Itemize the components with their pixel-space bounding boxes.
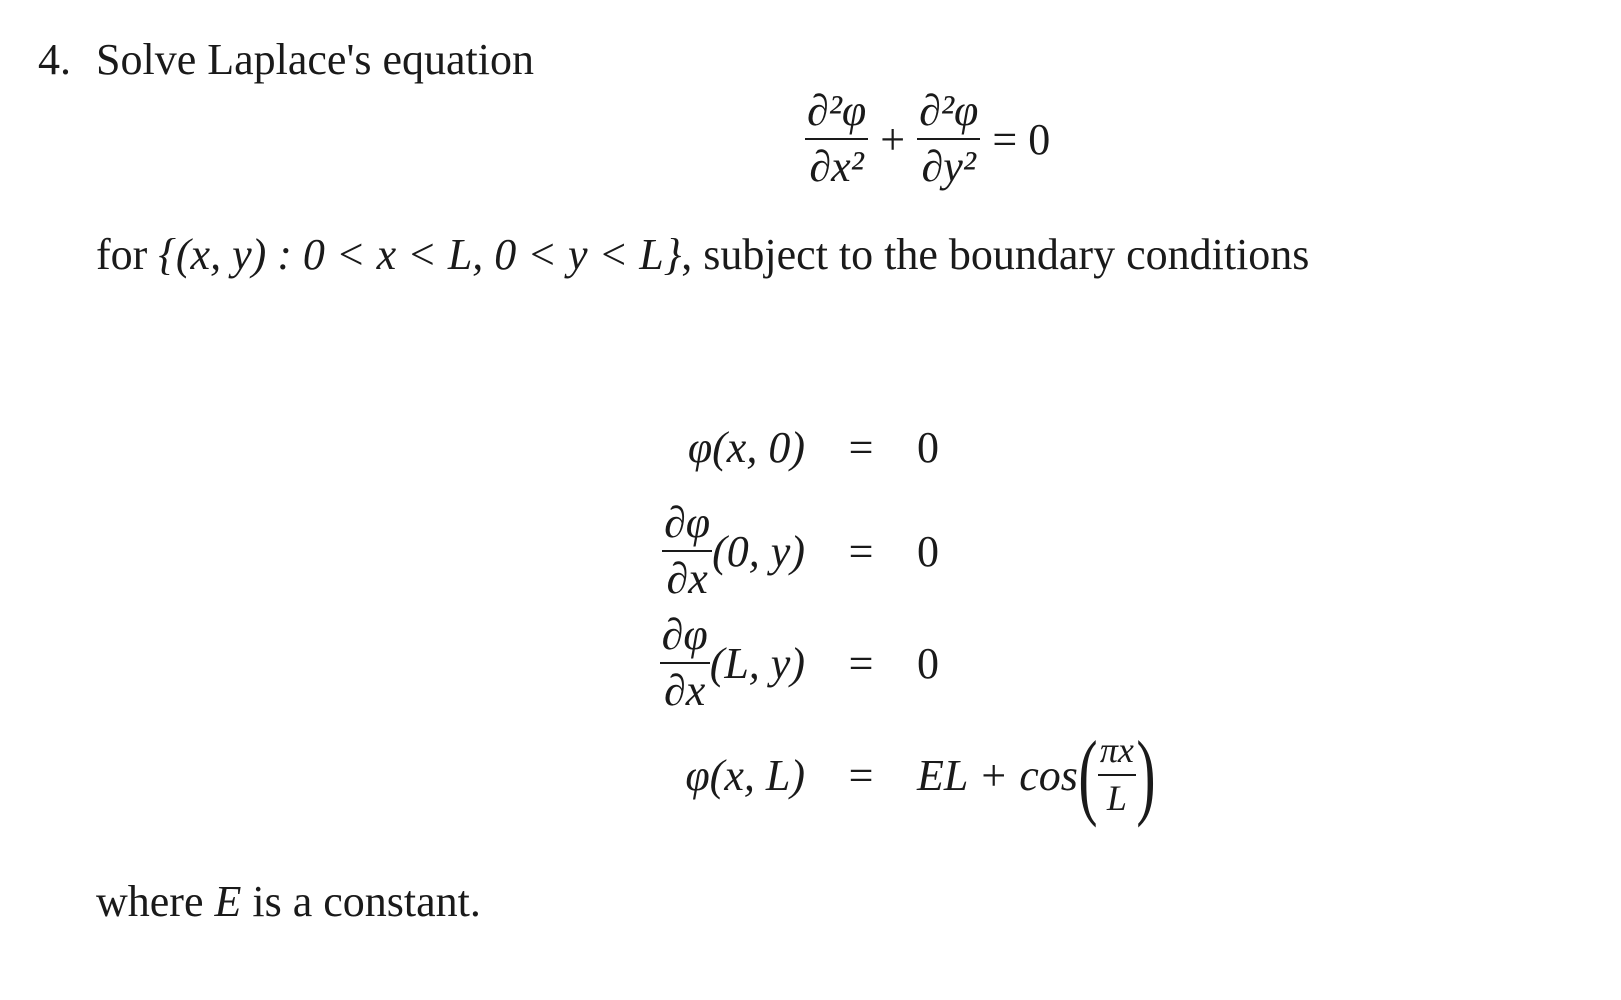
fraction-numerator: ∂φ xyxy=(662,500,712,552)
bc-rhs: 0 xyxy=(917,423,939,472)
bc-rhs-prefix: EL + cos xyxy=(917,750,1078,800)
left-paren: ( xyxy=(1078,721,1098,828)
domain-sentence xyxy=(96,230,1310,279)
right-paren: ) xyxy=(1136,721,1156,828)
bc-equals: = xyxy=(848,526,874,576)
bc-equals: = xyxy=(848,750,874,800)
fraction-denominator: ∂x xyxy=(666,554,708,603)
boundary-conditions xyxy=(640,400,1156,831)
problem-number: 4. xyxy=(38,35,71,84)
bc-equals: = xyxy=(848,423,874,472)
partial-x-fraction xyxy=(662,497,712,603)
laplace-equation xyxy=(805,88,1050,190)
partial-x-fraction xyxy=(660,609,710,715)
bc-lhs: φ(x, L) xyxy=(685,750,805,800)
closing-sentence xyxy=(96,877,481,926)
closing-where: where xyxy=(96,877,204,926)
term2-denominator: ∂y² xyxy=(921,142,976,192)
equation-rhs: = 0 xyxy=(992,114,1051,164)
problem-intro: Solve Laplace's equation xyxy=(96,35,535,84)
cos-argument-fraction xyxy=(1098,732,1136,818)
second-derivative-x xyxy=(805,88,868,190)
bc-args: (0, y) xyxy=(712,526,805,576)
bc-rhs: 0 xyxy=(917,638,939,688)
bc-row-bottom xyxy=(640,400,1156,495)
fraction-numerator: πx xyxy=(1098,732,1136,776)
bc-rhs: 0 xyxy=(917,526,939,576)
term1-numerator: ∂²φ xyxy=(805,88,868,140)
bc-row-right xyxy=(640,607,1156,719)
bc-args: (L, y) xyxy=(709,638,805,688)
fraction-denominator: ∂x xyxy=(664,666,706,715)
closing-rest: is a constant. xyxy=(252,877,481,926)
term2-numerator: ∂²φ xyxy=(917,88,980,140)
fraction-denominator: L xyxy=(1106,778,1127,818)
bc-lhs xyxy=(640,497,805,603)
plus-sign: + xyxy=(880,114,906,164)
bc-lhs xyxy=(640,609,805,715)
bc-equals: = xyxy=(848,638,874,688)
second-derivative-y xyxy=(917,88,980,190)
bc-lhs: φ(x, 0) xyxy=(687,423,805,472)
domain-set: {(x, y) : 0 < x < L, 0 < y < L} xyxy=(158,230,682,279)
bc-row-left xyxy=(640,495,1156,607)
bc-rhs xyxy=(917,721,1156,828)
domain-suffix: , subject to the boundary conditions xyxy=(681,230,1310,279)
bc-row-top xyxy=(640,719,1156,831)
term1-denominator: ∂x² xyxy=(809,142,864,192)
domain-prefix: for xyxy=(96,230,148,279)
closing-variable: E xyxy=(214,877,242,926)
fraction-numerator: ∂φ xyxy=(660,612,710,664)
